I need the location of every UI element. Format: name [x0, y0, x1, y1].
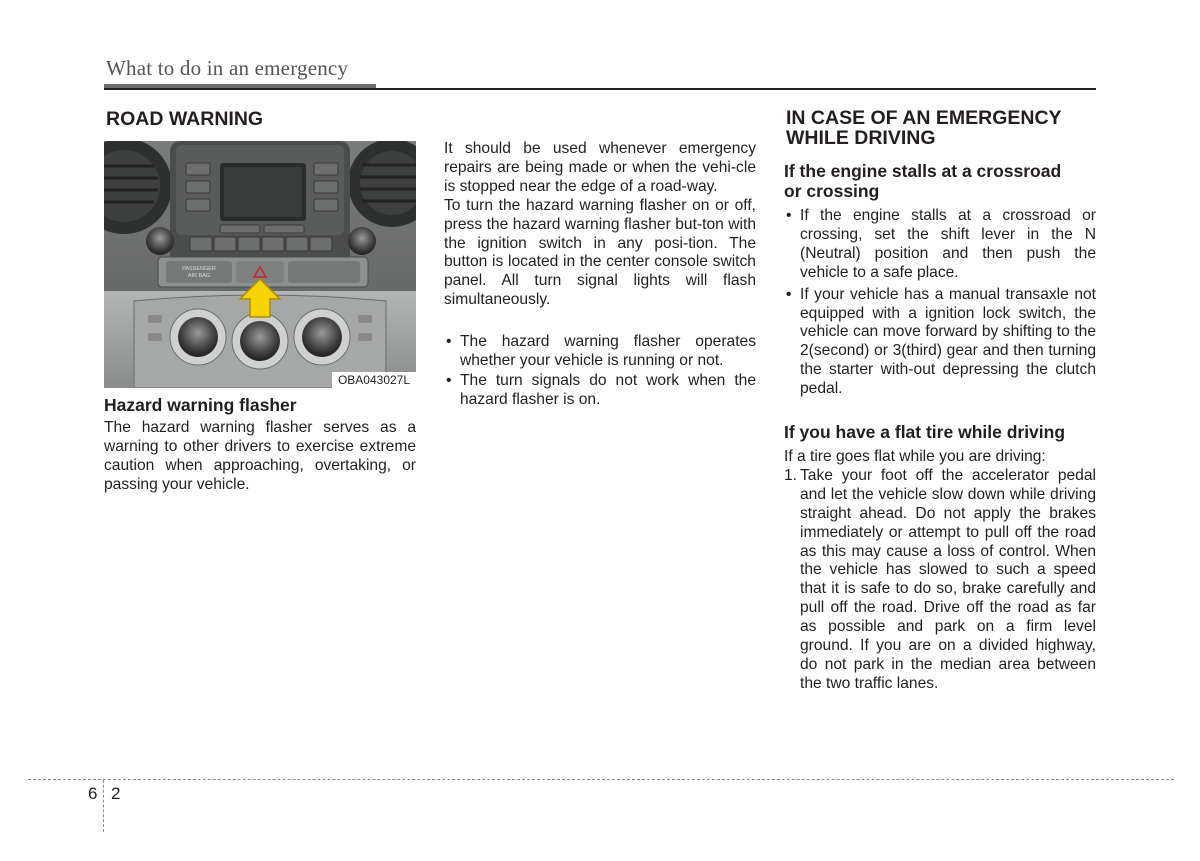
operation-paragraph: To turn the hazard warning flasher on or off, press the hazard warning flasher but-ton with the ignition switch in any posi-tion. The button is located in the center console switch panel. All turn signal lights will flash simultaneously.: [444, 196, 756, 309]
svg-text:AIR BAG: AIR BAG: [187, 273, 211, 279]
dashboard-illustration: [104, 141, 416, 388]
footer-rule: [28, 779, 1174, 780]
road-warning-heading: ROAD WARNING: [106, 108, 264, 130]
hazard-flasher-subheading: Hazard warning flasher: [104, 395, 297, 415]
figure-code: OBA043027L: [332, 372, 416, 388]
header-rule: [104, 88, 1096, 90]
list-item: • The hazard warning flasher operates whether your vehicle is running or not.: [444, 333, 756, 371]
hazard-notes-list: [444, 333, 756, 410]
step-number: 1.: [784, 466, 798, 484]
engine-stalls-list: [784, 207, 1096, 399]
usage-paragraph: It should be used whenever emergency repairs are being made or when the vehi-cle is stopped near the edge of a road-way.: [444, 140, 756, 195]
flat-tire-heading: If you have a flat tire while driving: [784, 422, 1066, 442]
flat-tire-section: [784, 448, 1096, 694]
footer-divider: [103, 780, 104, 832]
hazard-flasher-text: The hazard warning flasher serves as a warning to other drivers to exercise extreme caution when approaching, overtaking, or passing your vehicle.: [104, 419, 416, 493]
flat-tire-steps: [784, 467, 1096, 694]
middle-column: [444, 140, 756, 410]
engine-stalls-section: [784, 207, 1096, 399]
chapter-number: 6: [88, 784, 98, 803]
engine-stalls-heading-line1: If the engine stalls at a crossroad: [784, 161, 1062, 181]
hazard-switch-photo: [104, 141, 416, 388]
list-item: • If your vehicle has a manual transaxle not equipped with a ignition lock switch, the vehicle can move forward by shifting to the 2(second) or 3(third) gear and then turning the starter with-out depressing the clutch pedal.: [784, 286, 1096, 399]
list-item: [784, 467, 1096, 694]
page-number: 2: [111, 784, 121, 803]
list-item: • If the engine stalls at a crossroad or crossing, set the shift lever in the N (Neutral) position and then push the vehicle to a safe place.: [784, 207, 1096, 283]
step-text: Take your foot off the accelerator pedal and let the vehicle slow down while driving straight ahead. Do not apply the brakes immediately or attempt to pull off the road as this may cause a loss of control. When the vehicle has slowed to such a speed that it is safe to do so, brake carefully and pull off the road. Drive off the road as far as possible and park on a firm level ground. If you are on a divided highway, do not park in the median area between the two traffic lanes.: [800, 466, 1096, 692]
engine-stalls-heading-line2: or crossing: [784, 181, 880, 201]
emergency-heading-line1: IN CASE OF AN EMERGENCY: [786, 107, 1062, 129]
flat-tire-intro: If a tire goes flat while you are driving:: [784, 448, 1046, 465]
list-item: • The turn signals do not work when the hazard flasher is on.: [444, 372, 756, 410]
chapter-header-title: What to do in an emergency: [106, 56, 349, 80]
hazard-flasher-paragraph: [104, 419, 416, 495]
svg-text:PASSENGER: PASSENGER: [182, 266, 216, 272]
emergency-heading-line2: WHILE DRIVING: [786, 127, 936, 149]
